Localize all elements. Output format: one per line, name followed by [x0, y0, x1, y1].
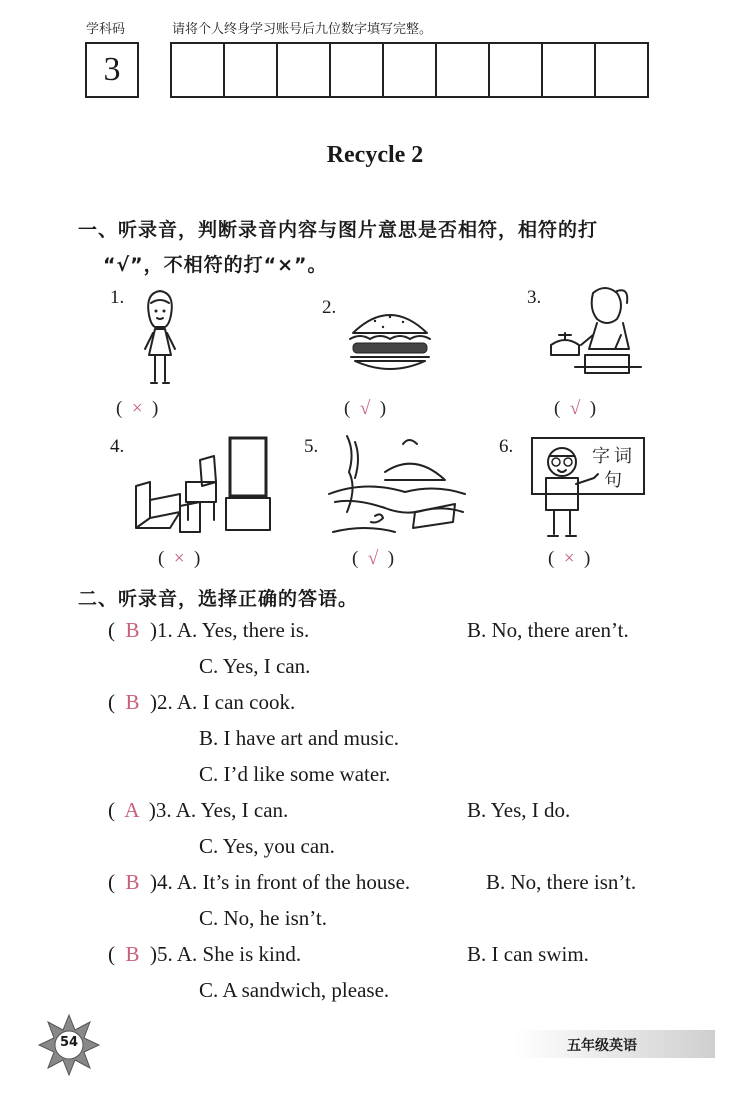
option-a: A. I can cook. — [176, 690, 296, 714]
board-char: 句 — [604, 470, 622, 491]
question-number: 3. — [155, 798, 172, 822]
digit-box[interactable] — [329, 42, 384, 98]
digit-box[interactable] — [223, 42, 278, 98]
question-row: ( B )5. A. She is kind. — [108, 942, 302, 966]
option-a: A. Yes, there is. — [176, 618, 310, 642]
part1-answer-3: ( √ ) — [554, 398, 597, 419]
answer-letter: A — [124, 798, 139, 822]
page-number: 54 — [59, 1035, 79, 1050]
question-number: 4. — [157, 870, 173, 894]
option-c: C. No, he isn’t. — [199, 906, 327, 930]
part2-title: 二、听录音，选择正确的答语。 — [78, 588, 359, 610]
part1-answer-6: ( × ) — [548, 548, 591, 569]
option-b: B. No, there isn’t. — [486, 870, 637, 894]
option-b: B. Yes, I do. — [467, 798, 571, 822]
answer-letter: B — [125, 618, 140, 642]
digit-box[interactable] — [276, 42, 331, 98]
option-b: B. I have art and music. — [199, 726, 400, 750]
option-b: B. No, there aren’t. — [467, 618, 629, 642]
question-row: ( A )3. A. Yes, I can. — [108, 798, 289, 822]
item-number: 2. — [322, 297, 337, 318]
digit-box[interactable] — [541, 42, 596, 98]
subject-code-label: 学科码 — [86, 22, 126, 37]
lake-scenery-picture — [325, 432, 470, 537]
answer-mark: √ — [367, 548, 379, 569]
option-a: A. It’s in front of the house. — [176, 870, 411, 894]
answer-mark: × — [131, 398, 143, 419]
answer-mark: √ — [359, 398, 371, 419]
digit-box[interactable] — [170, 42, 225, 98]
hamburger-picture — [345, 307, 435, 377]
subject-code-box: 3 — [85, 42, 139, 98]
item-number: 1. — [110, 287, 125, 308]
item-number: 6. — [499, 436, 514, 457]
part1-answer-5: ( √ ) — [352, 548, 395, 569]
book-label: 五年级英语 — [567, 1038, 637, 1054]
answer-letter: B — [125, 690, 140, 714]
woman-cooking-picture — [545, 283, 645, 383]
teacher-board-picture — [518, 434, 648, 542]
option-c: C. Yes, I can. — [199, 654, 311, 678]
item-number: 3. — [527, 287, 542, 308]
digit-box[interactable] — [594, 42, 649, 98]
part1-title-line2: “√”，不相符的打“×”。 — [103, 254, 328, 276]
option-b: B. I can swim. — [467, 942, 589, 966]
girl-picture — [135, 285, 185, 390]
part1-answer-2: ( √ ) — [344, 398, 387, 419]
board-char: 词 — [614, 446, 632, 467]
question-number: 1. — [157, 618, 173, 642]
option-c: C. A sandwich, please. — [199, 978, 390, 1002]
answer-mark: √ — [569, 398, 581, 419]
furniture-picture — [130, 432, 275, 542]
question-row: ( B )1. A. Yes, there is. — [108, 618, 310, 642]
option-c: C. I’d like some water. — [199, 762, 391, 786]
item-number: 5. — [304, 436, 319, 457]
digit-box[interactable] — [488, 42, 543, 98]
question-row: ( B )4. A. It’s in front of the house. — [108, 870, 411, 894]
answer-mark: × — [563, 548, 575, 569]
digit-box[interactable] — [435, 42, 490, 98]
page-title: Recycle 2 — [326, 142, 424, 168]
account-instruction: 请将个人终身学习账号后九位数字填写完整。 — [172, 22, 433, 37]
option-a: A. She is kind. — [176, 942, 302, 966]
question-number: 2. — [157, 690, 173, 714]
item-number: 4. — [110, 436, 125, 457]
option-a: A. Yes, I can. — [175, 798, 289, 822]
part1-answer-1: ( × ) — [116, 398, 159, 419]
answer-mark: × — [173, 548, 185, 569]
part1-title-line1: 一、听录音，判断录音内容与图片意思是否相符，相符的打 — [78, 219, 599, 241]
answer-letter: B — [125, 942, 140, 966]
question-number: 5. — [157, 942, 173, 966]
question-row: ( B )2. A. I can cook. — [108, 690, 296, 714]
part1-answer-4: ( × ) — [158, 548, 201, 569]
option-c: C. Yes, you can. — [199, 834, 335, 858]
board-char: 字 — [592, 446, 610, 467]
digit-box[interactable] — [382, 42, 437, 98]
account-digit-boxes — [170, 42, 647, 98]
answer-letter: B — [125, 870, 140, 894]
